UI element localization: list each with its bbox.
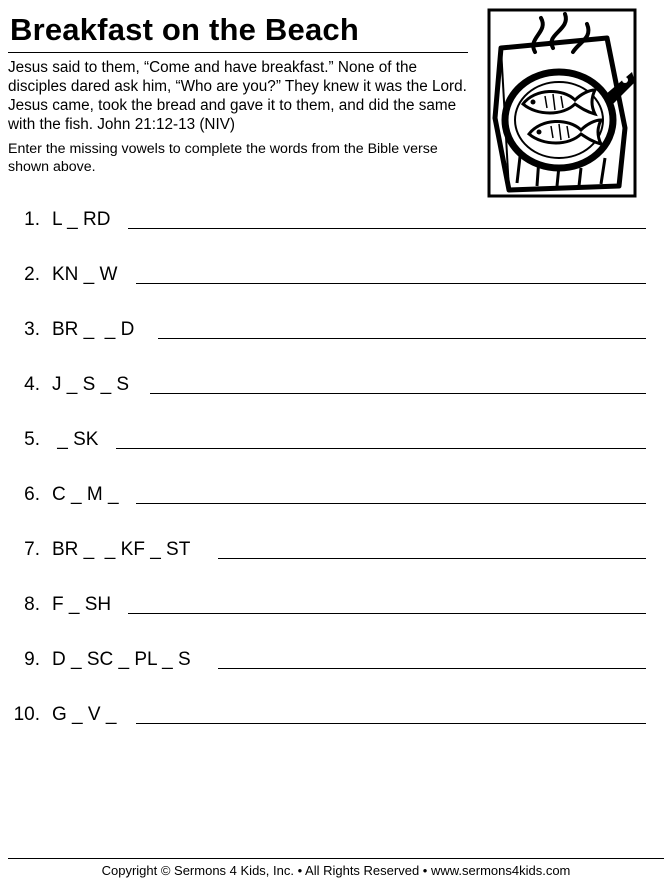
question-word: KN _ W: [52, 264, 118, 285]
question-row: [0, 483, 672, 513]
question-number: 2.: [24, 264, 40, 285]
question-row: [0, 318, 672, 348]
answer-line[interactable]: [136, 723, 646, 724]
question-word: D _ SC _ PL _ S: [52, 649, 191, 670]
question-word: F _ SH: [52, 594, 112, 615]
question-row: [0, 373, 672, 403]
question-word: C _ M _: [52, 484, 119, 505]
question-number: 10.: [13, 704, 40, 725]
instructions: Enter the missing vowels to complete the words from the Bible verse shown above.: [8, 141, 438, 175]
question-word: J _ S _ S: [52, 374, 130, 395]
question-number: 4.: [24, 374, 40, 395]
copyright-footer: Copyright © Sermons 4 Kids, Inc. • All Rights Reserved • www.sermons4kids.com: [101, 863, 571, 878]
question-row: [0, 703, 672, 733]
question-number: 1.: [24, 209, 40, 230]
question-row: [0, 648, 672, 678]
question-row: [0, 538, 672, 568]
question-row: [0, 263, 672, 293]
answer-line[interactable]: [116, 448, 646, 449]
question-word: L _ RD: [52, 209, 111, 230]
question-number: 8.: [24, 594, 40, 615]
question-row: [0, 428, 672, 458]
question-word: BR _ _ D: [52, 319, 135, 340]
answer-line[interactable]: [218, 668, 646, 669]
question-row: [0, 593, 672, 623]
question-number: 3.: [24, 319, 40, 340]
answer-line[interactable]: [158, 338, 646, 339]
question-number: 7.: [24, 539, 40, 560]
question-row: [0, 208, 672, 238]
answer-line[interactable]: [136, 283, 646, 284]
answer-line[interactable]: [150, 393, 646, 394]
question-word: G _ V _: [52, 704, 117, 725]
question-word: _ SK: [52, 429, 99, 450]
question-number: 5.: [24, 429, 40, 450]
bible-verse: Jesus said to them, “Come and have breakfast.” None of the disciples dared ask him, “Who are you?” They knew it was the Lord. Jesus came, took the bread and gave it to them, and did the same with the fish. John 21:12-13 (NIV): [8, 59, 467, 133]
question-number: 6.: [24, 484, 40, 505]
question-number: 9.: [24, 649, 40, 670]
answer-line[interactable]: [128, 613, 646, 614]
answer-line[interactable]: [136, 503, 646, 504]
footer-divider: [8, 858, 664, 859]
page-title: Breakfast on the Beach: [10, 12, 359, 47]
answer-line[interactable]: [218, 558, 646, 559]
answer-line[interactable]: [128, 228, 646, 229]
question-word: BR _ _ KF _ ST: [52, 539, 191, 560]
